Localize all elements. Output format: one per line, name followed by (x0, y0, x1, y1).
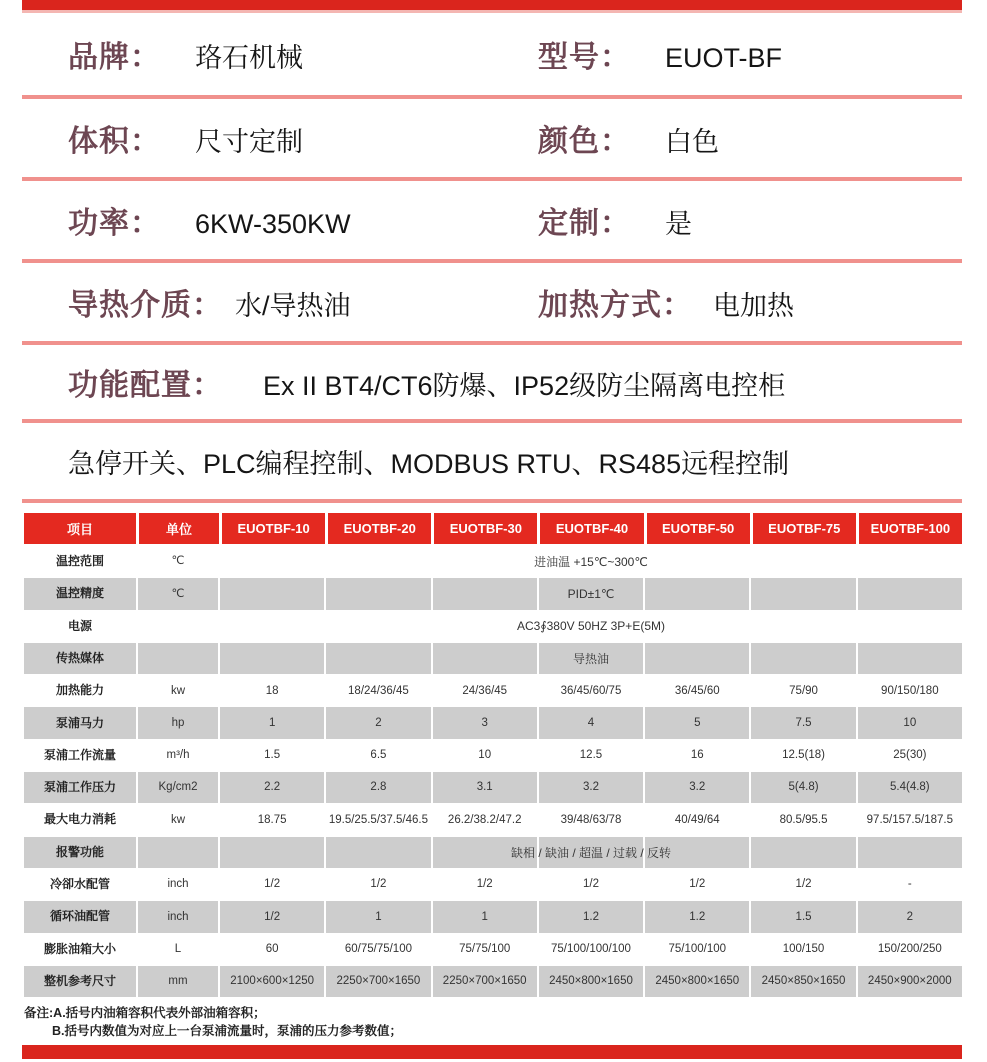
value-cell: 3.1 (433, 772, 537, 803)
table-row (24, 804, 962, 835)
value-cell: 75/75/100 (433, 934, 537, 965)
value-cell: 3.2 (645, 772, 749, 803)
unit-cell: ℃ (138, 578, 218, 609)
item-cell: 泵浦工作流量 (24, 740, 136, 771)
table-header-row (24, 513, 962, 544)
table-row (24, 675, 962, 706)
table-row (24, 869, 962, 900)
table-row (24, 966, 962, 997)
header-cell: EUOTBF-50 (647, 513, 750, 544)
item-cell: 电源 (24, 611, 136, 642)
value-cell: 75/90 (751, 675, 855, 706)
spec-pair (492, 116, 962, 160)
spec-value-power: 6KW-350KW (195, 209, 351, 239)
spec-pair (492, 32, 962, 76)
feature-line2: 急停开关、PLC编程控制、MODBUS RTU、RS485远程控制 (68, 448, 790, 479)
value-cell: 2100×600×1250 (220, 966, 324, 997)
value-cell: 2450×900×2000 (858, 966, 962, 997)
spec-value-heating: 电加热 (713, 291, 794, 321)
spec-label-medium: 导热介质： (68, 289, 223, 322)
unit-cell: m³/h (138, 740, 218, 771)
span-text: 导热油 (572, 652, 609, 667)
spec-label-volume: 体积： (68, 125, 161, 158)
value-cell: 2 (858, 901, 962, 932)
spec-section (22, 13, 962, 503)
spec-row-power-custom (22, 181, 962, 263)
item-cell: 传热媒体 (24, 643, 136, 674)
value-cell: 4 (539, 707, 643, 738)
value-cell: 12.5 (539, 740, 643, 771)
unit-cell (138, 643, 218, 674)
spec-row-brand-model (22, 13, 962, 99)
item-cell: 最大电力消耗 (24, 804, 136, 835)
unit-cell: hp (138, 707, 218, 738)
spec-row-volume-color (22, 99, 962, 181)
value-cell: 1.5 (220, 740, 324, 771)
spec-value-brand: 珞石机械 (195, 43, 303, 73)
value-cell: 3.2 (539, 772, 643, 803)
spec-table (22, 513, 962, 997)
table-row (24, 546, 962, 577)
spec-pair (492, 280, 962, 324)
value-cell: 1.2 (539, 901, 643, 932)
unit-cell: mm (138, 966, 218, 997)
unit-cell: inch (138, 901, 218, 932)
value-cell: 7.5 (751, 707, 855, 738)
spec-label-power: 功率： (68, 207, 161, 240)
value-cell: 2450×850×1650 (751, 966, 855, 997)
value-cell: 80.5/95.5 (751, 804, 855, 835)
table-row (24, 643, 962, 674)
span-cell (220, 611, 962, 642)
item-cell: 泵浦马力 (24, 707, 136, 738)
header-cell: EUOTBF-40 (540, 513, 643, 544)
bottom-accent-bar (22, 1045, 962, 1059)
spec-pair (22, 32, 492, 76)
spec-row-features (22, 345, 962, 423)
spec-label-heating: 加热方式： (538, 289, 693, 322)
spec-value-model: EUOT-BF (665, 43, 783, 73)
span-cell (220, 643, 962, 674)
value-cell: 36/45/60 (645, 675, 749, 706)
span-text: AC3∮380V 50HZ 3P+E(5M) (517, 619, 665, 634)
table-row (24, 901, 962, 932)
unit-cell: kw (138, 675, 218, 706)
header-cell: EUOTBF-20 (328, 513, 431, 544)
unit-cell: L (138, 934, 218, 965)
notes (24, 1004, 962, 1040)
value-cell: 75/100/100/100 (539, 934, 643, 965)
value-cell: 1/2 (220, 869, 324, 900)
value-cell: 1/2 (433, 869, 537, 900)
spec-pair (22, 198, 492, 242)
value-cell: 2450×800×1650 (645, 966, 749, 997)
value-cell: 75/100/100 (645, 934, 749, 965)
value-cell: 12.5(18) (751, 740, 855, 771)
value-cell: 1/2 (220, 901, 324, 932)
spec-value-volume: 尺寸定制 (195, 127, 303, 157)
value-cell: 150/200/250 (858, 934, 962, 965)
unit-cell: inch (138, 869, 218, 900)
spec-value-features: Ex II BT4/CT6防爆、IP52级防尘隔离电控柜 (263, 371, 786, 401)
value-cell: 6.5 (326, 740, 430, 771)
spec-value-color: 白色 (665, 127, 719, 157)
unit-cell: Kg/cm2 (138, 772, 218, 803)
spec-value-medium: 水/导热油 (235, 291, 351, 321)
value-cell: 5 (645, 707, 749, 738)
unit-cell (138, 837, 218, 868)
spec-pair (492, 198, 962, 242)
header-cell: 项目 (24, 513, 136, 544)
span-text: PID±1℃ (567, 586, 615, 601)
value-cell: 5.4(4.8) (858, 772, 962, 803)
table-row (24, 611, 962, 642)
value-cell: 36/45/60/75 (539, 675, 643, 706)
item-cell: 冷卻水配管 (24, 869, 136, 900)
value-cell: 5(4.8) (751, 772, 855, 803)
value-cell: 16 (645, 740, 749, 771)
span-text: 进油温 +15℃~300℃ (534, 555, 648, 570)
value-cell: 1.2 (645, 901, 749, 932)
item-cell: 加热能力 (24, 675, 136, 706)
value-cell: 18 (220, 675, 324, 706)
spec-label-color: 颜色： (538, 125, 631, 158)
unit-cell (138, 611, 218, 642)
spec-pair (22, 116, 492, 160)
table-row (24, 837, 962, 868)
value-cell: 1 (326, 901, 430, 932)
value-cell: 1 (220, 707, 324, 738)
item-cell: 循环油配管 (24, 901, 136, 932)
value-cell: 18.75 (220, 804, 324, 835)
spec-pair (22, 280, 492, 324)
unit-cell: kw (138, 804, 218, 835)
span-text: 缺相 / 缺油 / 超温 / 过载 / 反转 (510, 845, 671, 860)
value-cell: 2250×700×1650 (433, 966, 537, 997)
spec-label-brand: 品牌： (68, 41, 161, 74)
value-cell: 26.2/38.2/47.2 (433, 804, 537, 835)
spec-row-features-line2 (22, 423, 962, 503)
value-cell: 2450×800×1650 (539, 966, 643, 997)
value-cell: 1/2 (539, 869, 643, 900)
value-cell: 60/75/75/100 (326, 934, 430, 965)
table-row (24, 578, 962, 609)
item-cell: 温控范围 (24, 546, 136, 577)
value-cell: 24/36/45 (433, 675, 537, 706)
table-row (24, 772, 962, 803)
span-cell (220, 546, 962, 577)
value-cell: 2.2 (220, 772, 324, 803)
header-cell: EUOTBF-30 (434, 513, 537, 544)
value-cell: 90/150/180 (858, 675, 962, 706)
unit-cell: ℃ (138, 546, 218, 577)
top-accent-bar (22, 0, 962, 13)
table-row (24, 707, 962, 738)
value-cell: - (858, 869, 962, 900)
value-cell: 2250×700×1650 (326, 966, 430, 997)
item-cell: 膨胀油箱大小 (24, 934, 136, 965)
spec-label-model: 型号： (538, 41, 631, 74)
header-cell: 单位 (139, 513, 219, 544)
value-cell: 1 (433, 901, 537, 932)
spec-sheet (22, 0, 962, 1059)
header-cell: EUOTBF-75 (753, 513, 856, 544)
value-cell: 10 (433, 740, 537, 771)
spec-row-medium-heating (22, 263, 962, 345)
value-cell: 18/24/36/45 (326, 675, 430, 706)
spec-pair (22, 360, 962, 404)
item-cell: 温控精度 (24, 578, 136, 609)
value-cell: 1.5 (751, 901, 855, 932)
spec-label-custom: 定制： (538, 207, 631, 240)
value-cell: 100/150 (751, 934, 855, 965)
value-cell: 60 (220, 934, 324, 965)
note-line-b: B.括号内数值为对应上一台泵浦流量时，泵浦的压力参考数值； (52, 1024, 403, 1039)
value-cell: 39/48/63/78 (539, 804, 643, 835)
table-row (24, 934, 962, 965)
span-cell (220, 578, 962, 609)
header-cell: EUOTBF-10 (222, 513, 325, 544)
item-cell: 整机参考尺寸 (24, 966, 136, 997)
value-cell: 10 (858, 707, 962, 738)
value-cell: 1/2 (751, 869, 855, 900)
spec-label-features: 功能配置： (68, 369, 223, 402)
item-cell: 泵浦工作压力 (24, 772, 136, 803)
value-cell: 19.5/25.5/37.5/46.5 (326, 804, 430, 835)
value-cell: 2.8 (326, 772, 430, 803)
value-cell: 2 (326, 707, 430, 738)
note-line-a: 备注:A.括号内油箱容积代表外部油箱容积； (24, 1006, 266, 1021)
span-cell (220, 837, 962, 868)
value-cell: 40/49/64 (645, 804, 749, 835)
value-cell: 1/2 (326, 869, 430, 900)
value-cell: 1/2 (645, 869, 749, 900)
spec-value-custom: 是 (665, 209, 692, 239)
table-body (24, 546, 962, 997)
value-cell: 25(30) (858, 740, 962, 771)
value-cell: 97.5/157.5/187.5 (858, 804, 962, 835)
value-cell: 3 (433, 707, 537, 738)
item-cell: 报警功能 (24, 837, 136, 868)
table-row (24, 740, 962, 771)
header-cell: EUOTBF-100 (859, 513, 962, 544)
